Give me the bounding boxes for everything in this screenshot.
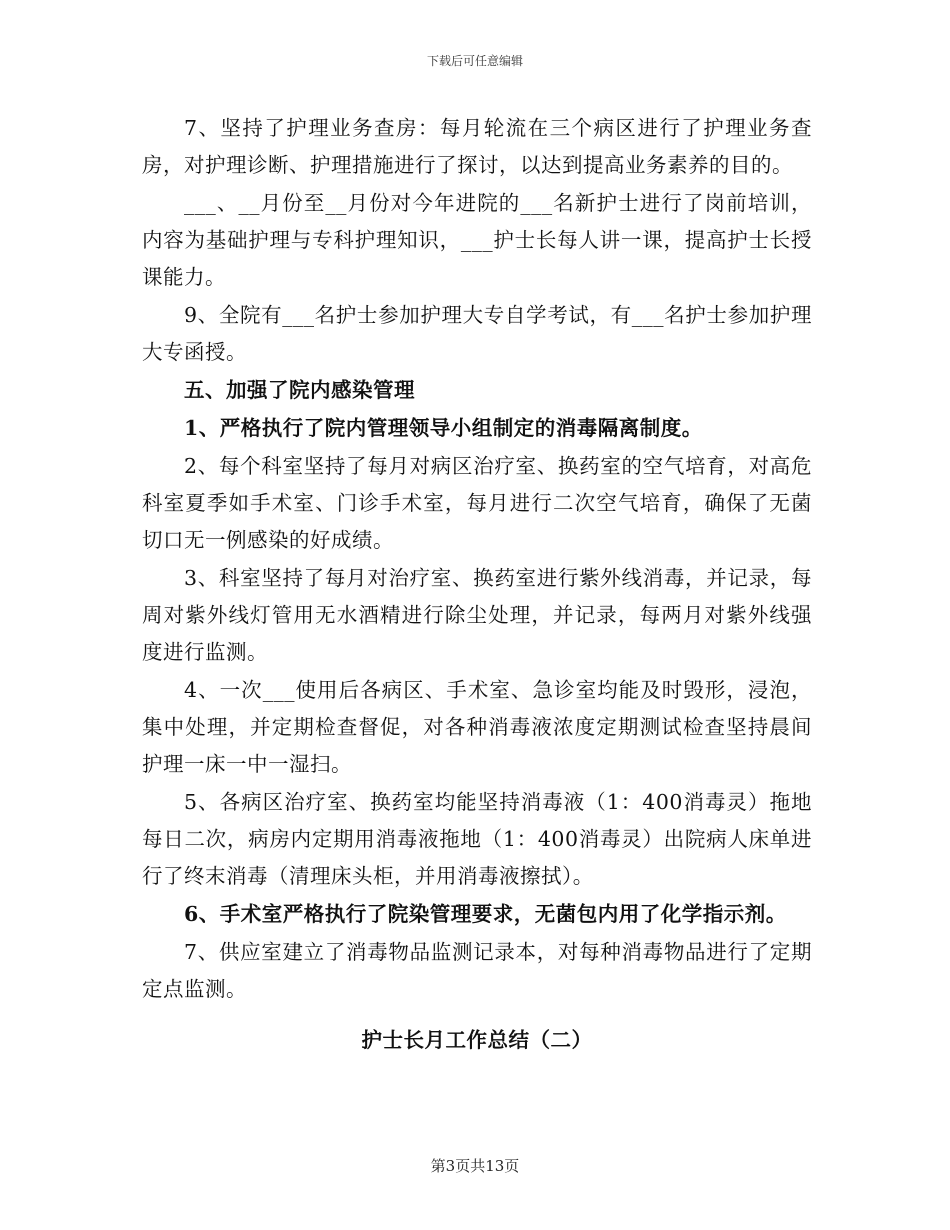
paragraph-new-nurse-training: ___、__月份至__月份对今年进院的___名新护士进行了岗前培训，内容为基础护理与专科护理知识，___护士长每人讲一课，提高护士长授课能力。 [142, 191, 812, 289]
paragraph-item-4-disposal: 4、一次___使用后各病区、手术室、急诊室均能及时毁形，浸泡，集中处理，并定期检查督促，对各种消毒液浓度定期测试检查坚持晨间护理一床一中一湿扫。 [142, 678, 812, 776]
paragraph-item-9-exams: 9、全院有___名护士参加护理大专自学考试，有___名护士参加护理大专函授。 [142, 303, 812, 364]
paragraph-item-7-supply-room: 7、供应室建立了消毒物品监测记录本，对每种消毒物品进行了定期定点监测。 [142, 940, 812, 1001]
paragraph-item-1-disinfection: 1、严格执行了院内管理领导小组制定的消毒隔离制度。 [184, 416, 703, 440]
paragraph-item-2-air-culture: 2、每个科室坚持了每月对病区治疗室、换药室的空气培育，对高危科室夏季如手术室、门诊手术室，每月进行二次空气培育，确保了无菌切口无一例感染的好成绩。 [142, 454, 812, 552]
paragraph-item-6-operating-room: 6、手术室严格执行了院染管理要求，无菌包内用了化学指示剂。 [184, 902, 787, 926]
page-footer: 第3页共13页 [430, 1157, 520, 1175]
document-body [142, 110, 812, 1059]
section-title: 护士长月工作总结（二） [361, 1028, 593, 1052]
paragraph-item-7-ward-rounds: 7、坚持了护理业务查房：每月轮流在三个病区进行了护理业务查房，对护理诊断、护理措施进行了探讨，以达到提高业务素养的目的。 [142, 116, 812, 177]
page-header: 下载后可任意编辑 [426, 54, 523, 68]
paragraph-item-5-floor-disinfection: 5、各病区治疗室、换药室均能坚持消毒液（1：400消毒灵）拖地每日二次，病房内定期用消毒液拖地（1：400消毒灵）出院病人床单进行了终末消毒（清理床头柜，并用消毒液擦拭）。 [142, 790, 812, 888]
section-heading-infection-control: 五、加强了院内感染管理 [184, 378, 415, 402]
paragraph-item-3-uv-disinfection: 3、科室坚持了每月对治疗室、换药室进行紫外线消毒，并记录，每周对紫外线灯管用无水酒精进行除尘处理，并记录，每两月对紫外线强度进行监测。 [142, 566, 812, 664]
